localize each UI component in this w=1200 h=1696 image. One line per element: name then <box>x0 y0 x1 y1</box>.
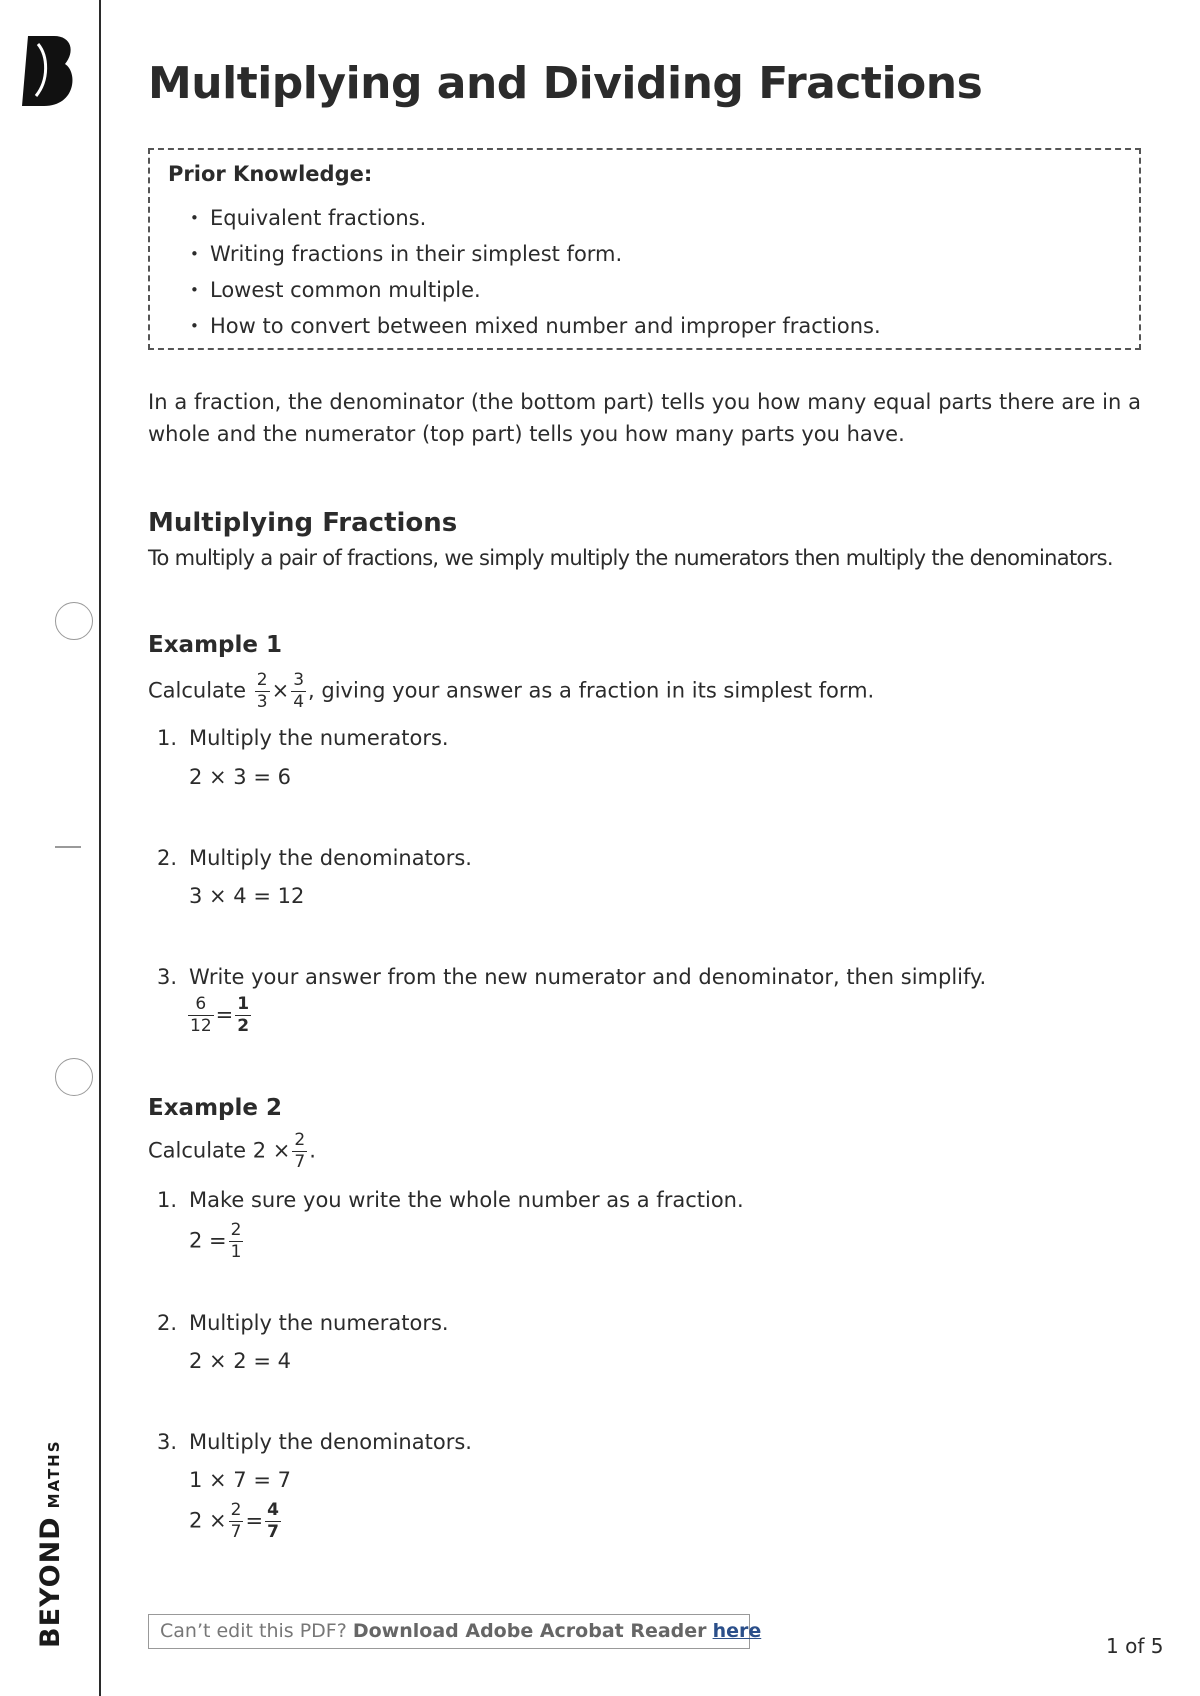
fraction <box>188 996 214 1035</box>
list-item: • How to convert between mixed number and improper fractions. <box>190 308 881 344</box>
fraction-answer <box>265 1502 281 1541</box>
step-number: 1. <box>157 726 178 750</box>
working-lhs: 2 × <box>189 1508 227 1533</box>
denominator: 3 <box>256 692 268 712</box>
numerator: 2 <box>294 1130 306 1150</box>
denominator: 2 <box>237 1016 250 1036</box>
section-text: To multiply a pair of fractions, we simply multiply the numerators then multiply the denominators. <box>148 546 1113 570</box>
example2-final-answer <box>189 1502 283 1541</box>
equals-sign: = <box>215 1002 234 1027</box>
question-suffix: . <box>309 1138 316 1163</box>
times-operator: × <box>271 678 290 703</box>
step-text: Multiply the numerators. <box>189 1311 449 1335</box>
fraction <box>255 672 270 711</box>
question-prefix: Calculate 2 × <box>148 1138 291 1163</box>
page-number: 1 of 5 <box>1106 1634 1164 1658</box>
fraction <box>229 1222 244 1261</box>
step-text: Make sure you write the whole number as a fraction. <box>189 1188 744 1212</box>
section-heading: Multiplying Fractions <box>148 508 458 538</box>
intro-paragraph: In a fraction, the denominator (the bottom part) tells you how many equal parts there are in a whole and the numerator (top part) tells you how many parts you have. <box>148 390 1141 446</box>
step-text: Multiply the denominators. <box>189 846 472 870</box>
step-text: Multiply the numerators. <box>189 726 449 750</box>
numerator: 4 <box>267 1500 279 1520</box>
step-number: 3. <box>157 1430 178 1454</box>
brand-vertical-label <box>35 1439 66 1648</box>
fraction <box>229 1502 244 1541</box>
brand-word-beyond: BEYOND <box>35 1516 66 1648</box>
punch-hole-top <box>55 602 93 640</box>
list-item: • Writing fractions in their simplest form. <box>190 236 881 272</box>
acrobat-notice <box>148 1614 762 1649</box>
working-lhs: 2 = <box>189 1228 227 1253</box>
fraction-answer <box>235 996 251 1035</box>
numerator: 1 <box>237 994 250 1014</box>
step-working: 2 × 3 = 6 <box>189 765 291 789</box>
fold-mark <box>55 846 81 848</box>
denominator: 7 <box>230 1522 242 1542</box>
example1-heading: Example 1 <box>148 632 282 658</box>
beyond-logo-icon <box>22 34 78 108</box>
step-number: 2. <box>157 846 178 870</box>
step-working <box>189 1222 245 1261</box>
question-prefix: Calculate <box>148 678 247 703</box>
question-suffix: , giving your answer as a fraction in its simplest form. <box>308 678 875 703</box>
numerator: 2 <box>230 1500 242 1520</box>
step-working: 2 × 2 = 4 <box>189 1349 291 1373</box>
example2-question <box>148 1132 316 1171</box>
prior-knowledge-title: Prior Knowledge: <box>168 162 373 186</box>
notice-download-text: Download Adobe Acrobat Reader <box>352 1620 707 1642</box>
denominator: 7 <box>294 1152 306 1172</box>
step-working: 3 × 4 = 12 <box>189 884 305 908</box>
list-item: • Equivalent fractions. <box>190 200 881 236</box>
step-text: Multiply the denominators. <box>189 1430 472 1454</box>
denominator: 1 <box>230 1242 242 1262</box>
sidebar-divider <box>99 0 101 1696</box>
equals-sign: = <box>245 1508 264 1533</box>
step-number: 1. <box>157 1188 178 1212</box>
numerator: 2 <box>256 670 268 690</box>
denominator: 4 <box>293 692 305 712</box>
acrobat-download-link[interactable]: here <box>712 1620 762 1642</box>
punch-hole-bottom <box>55 1058 93 1096</box>
denominator: 7 <box>267 1522 279 1542</box>
fraction <box>291 672 306 711</box>
example1-answer <box>186 996 253 1035</box>
numerator: 6 <box>188 996 214 1016</box>
page-title: Multiplying and Dividing Fractions <box>148 58 983 109</box>
brand-word-maths: MATHS <box>45 1439 63 1509</box>
example2-heading: Example 2 <box>148 1095 282 1121</box>
denominator: 12 <box>190 1016 212 1036</box>
step-working: 1 × 7 = 7 <box>189 1468 291 1492</box>
step-number: 2. <box>157 1311 178 1335</box>
fraction <box>292 1132 307 1171</box>
step-number: 3. <box>157 965 178 989</box>
example1-question <box>148 672 874 711</box>
prior-knowledge-list <box>190 200 881 344</box>
numerator: 3 <box>293 670 305 690</box>
numerator: 2 <box>230 1220 242 1240</box>
notice-prefix: Can’t edit this PDF? <box>160 1620 347 1642</box>
list-item: • Lowest common multiple. <box>190 272 881 308</box>
prior-knowledge-box <box>148 148 1141 350</box>
step-text: Write your answer from the new numerator and denominator, then simplify. <box>189 965 987 989</box>
